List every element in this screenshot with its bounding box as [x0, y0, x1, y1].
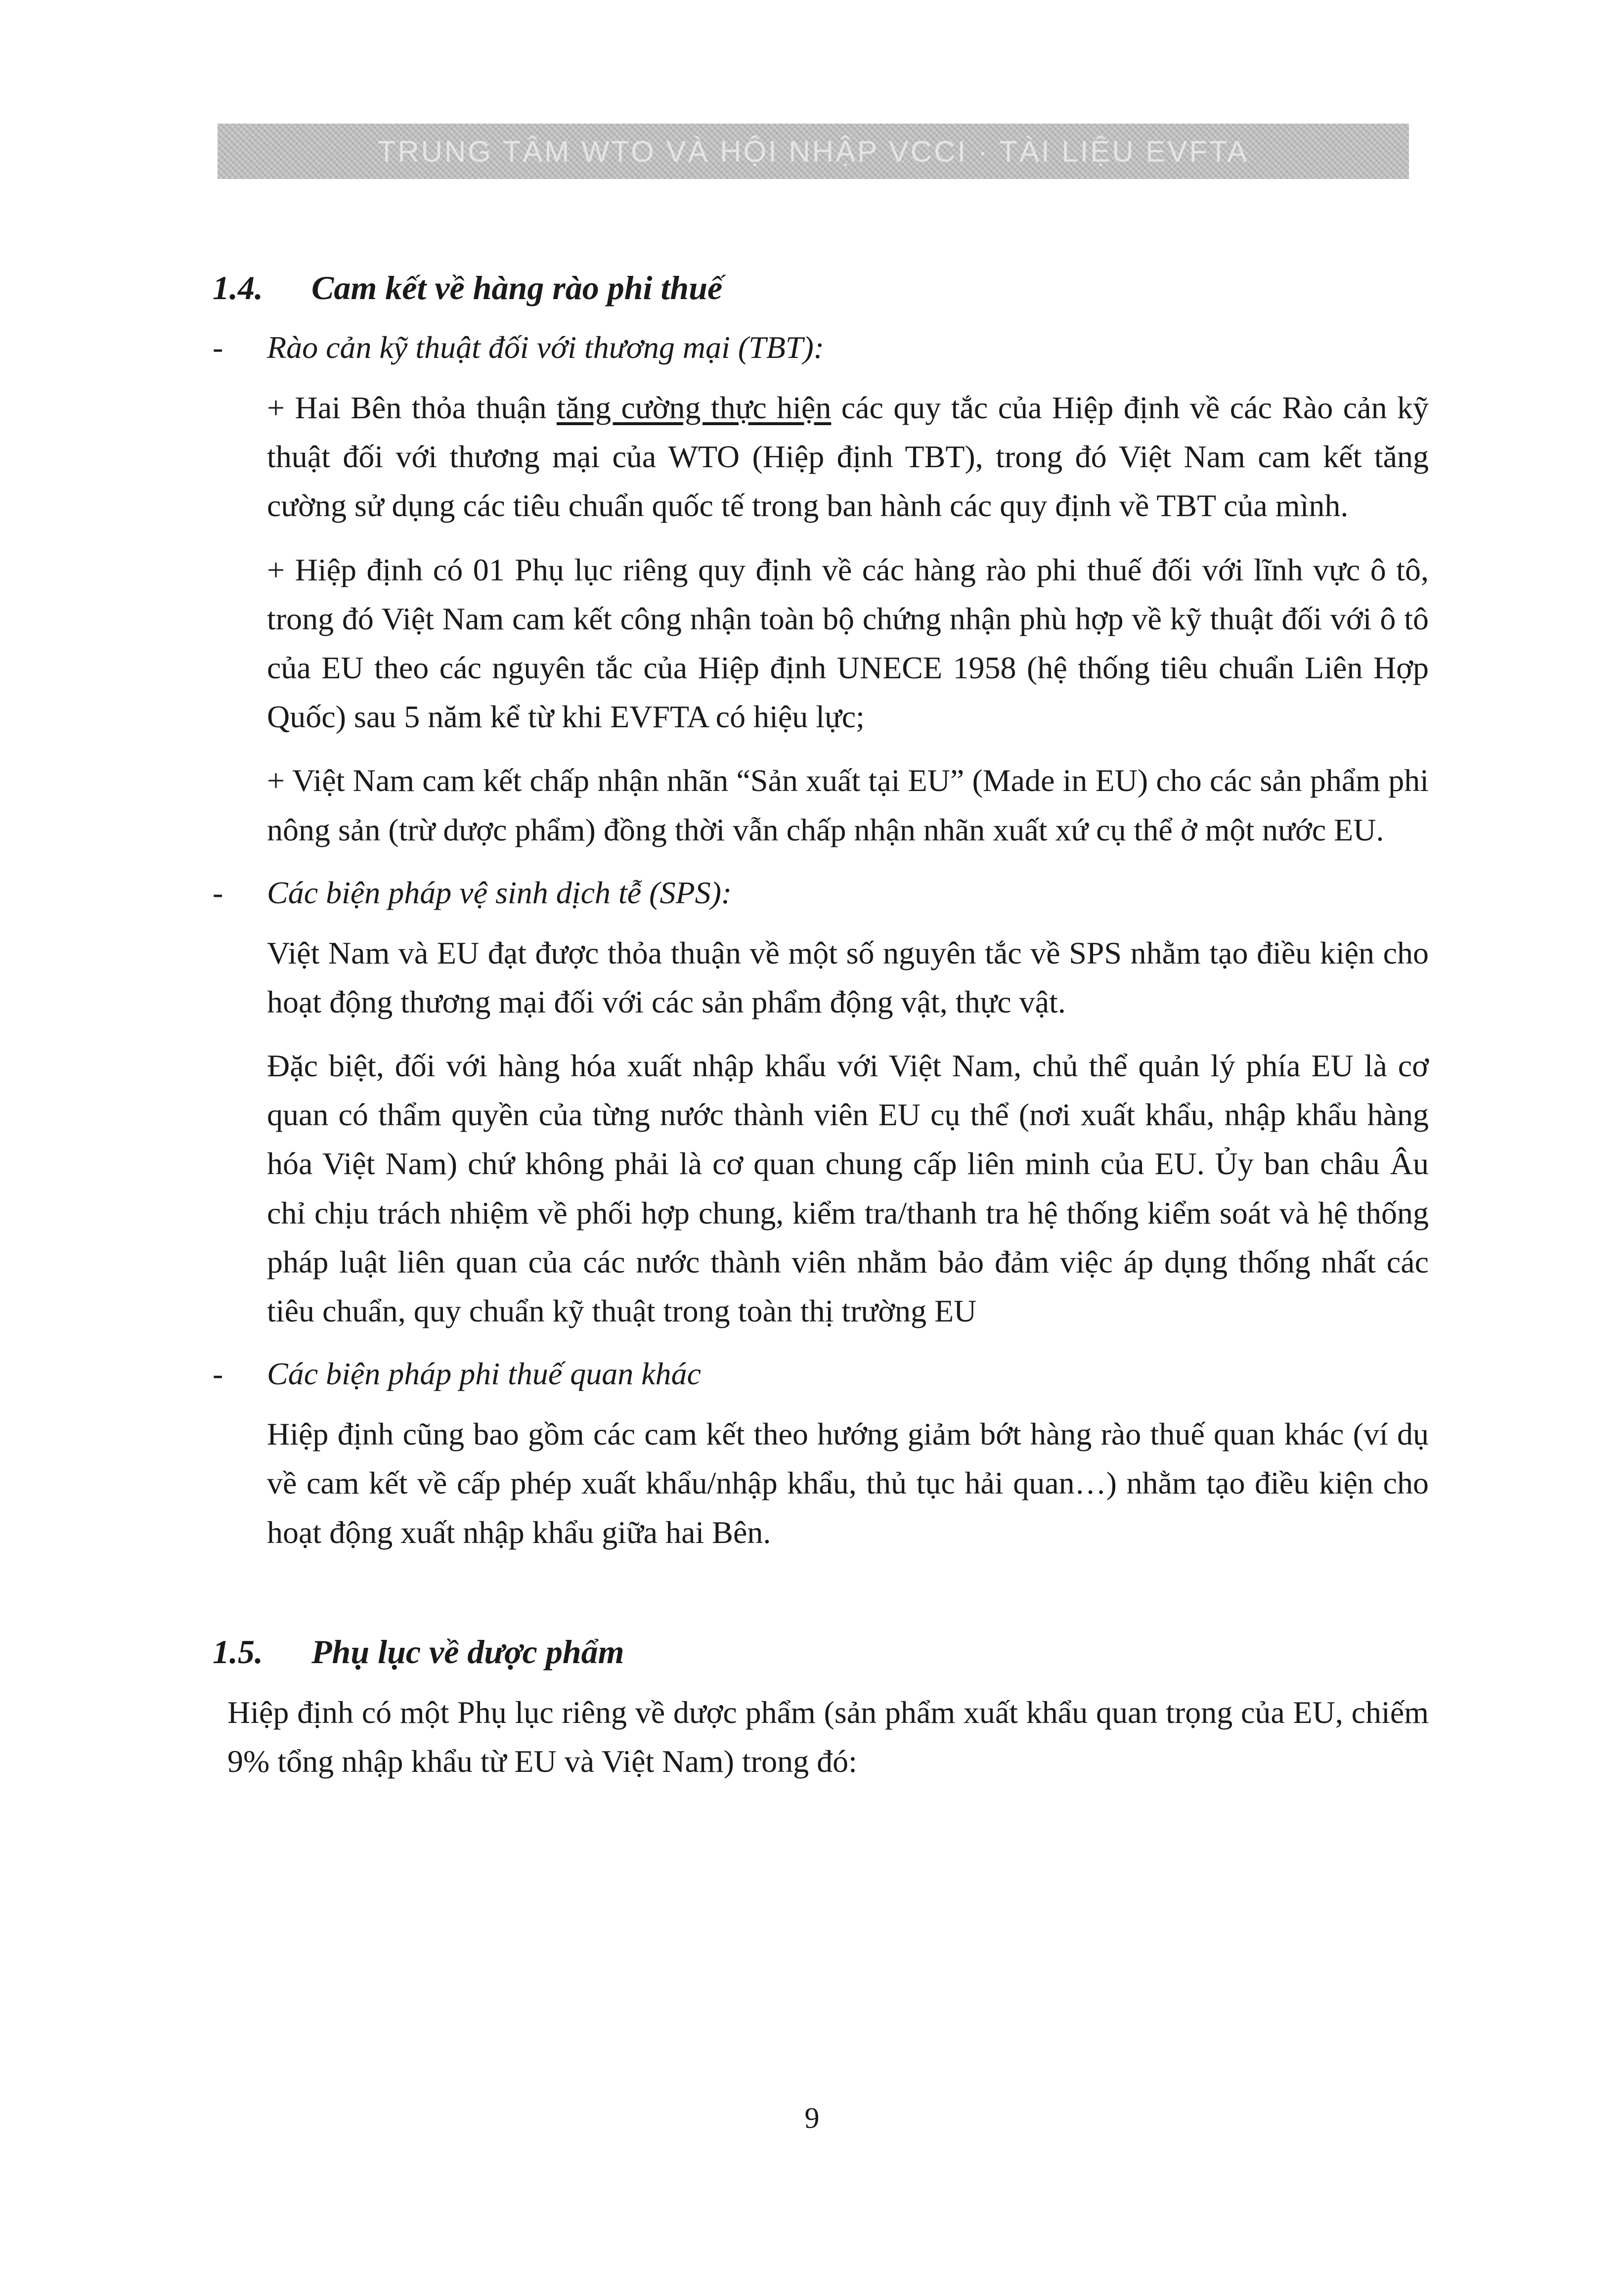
page-header-band [218, 124, 1409, 179]
subsection-sps-title [213, 869, 1429, 917]
section-heading-1-4 [213, 267, 1429, 309]
section-number: 1.5. [213, 1632, 263, 1671]
subsection-title-text: Các biện pháp vệ sinh dịch tễ (SPS): [267, 875, 732, 910]
subsection-title-text: Rào cản kỹ thuật đối với thương mại (TBT): [267, 330, 825, 365]
subsection-tbt-title [213, 324, 1429, 371]
tbt-paragraph-2: + Hiệp định có 01 Phụ lục riêng quy định về các hàng rào phi thuế đối với lĩnh vực ô tô, trong đó Việt Nam cam kết công nhận toàn bộ chứng nhận phù hợp về kỹ thuật đối với ô tô của EU theo các nguyên tắc của Hiệp định UNECE 1958 (hệ thống tiêu chuẩn Liên Hợp Quốc) sau 5 năm kể từ khi EVFTA có hiệu lực; [267, 552, 1429, 735]
other-paragraph-1: Hiệp định cũng bao gồm các cam kết theo hướng giảm bớt hàng rào thuế quan khác (ví dụ về cam kết về cấp phép xuất khẩu/nhập khẩu, thủ tục hải quan…) nhằm tạo điều kiện cho hoạt động xuất nhập khẩu giữa hai Bên. [267, 1416, 1429, 1550]
section-number: 1.4. [213, 269, 263, 307]
page-number: 9 [804, 2102, 820, 2134]
tbt-p1-before: + Hai Bên thỏa thuận [267, 390, 557, 425]
sps-paragraph-2: Đặc biệt, đối với hàng hóa xuất nhập khẩu với Việt Nam, chủ thể quản lý phía EU là cơ quan có thẩm quyền của từng nước thành viên EU cụ thể (nơi xuất khẩu, nhập khẩu hàng hóa Việt Nam) chứ không phải là cơ quan chung cấp liên minh của EU. Ủy ban châu Âu chỉ chịu trách nhiệm về phối hợp chung, kiểm tra/thanh tra hệ thống kiểm soát và hệ thống pháp luật liên quan của các nước thành viên nhằm bảo đảm việc áp dụng thống nhất các tiêu chuẩn, quy chuẩn kỹ thuật trong toàn thị trường EU [267, 1048, 1429, 1328]
page-content [213, 267, 1429, 1801]
section-gap [213, 1572, 1429, 1631]
tbt-paragraph-3: + Việt Nam cam kết chấp nhận nhãn “Sản xuất tại EU” (Made in EU) cho các sản phẩm phi nông sản (trừ dược phẩm) đồng thời vẫn chấp nhận nhãn xuất xứ cụ thể ở một nước EU. [267, 763, 1429, 847]
tbt-p1-after: các quy tắc của Hiệp định về các Rào cản kỹ thuật đối với thương mại của WTO (Hiệp định TBT), trong đó Việt Nam cam kết tăng cường sử dụng các tiêu chuẩn quốc tế trong ban hành các quy định về TBT của mình. [267, 390, 1429, 524]
page-header-text: TRUNG TÂM WTO VÀ HỘI NHẬP VCCI · TÀI LIỆU EVFTA [377, 134, 1249, 168]
section-heading-1-5 [213, 1631, 1429, 1673]
subsection-other-title [213, 1350, 1429, 1398]
subsection-title-text: Các biện pháp phi thuế quan khác [267, 1356, 702, 1392]
tbt-paragraph-1 [267, 383, 1429, 530]
sps-paragraph-1: Việt Nam và EU đạt được thỏa thuận về một số nguyên tắc về SPS nhằm tạo điều kiện cho hoạt động thương mại đối với các sản phẩm động vật, thực vật. [267, 935, 1429, 1019]
bullet-dash: - [213, 875, 223, 910]
section-title: Phụ lục về dược phẩm [311, 1632, 624, 1671]
section-title: Cam kết về hàng rào phi thuế [311, 269, 723, 307]
bullet-dash: - [213, 330, 223, 365]
bullet-dash: - [213, 1356, 223, 1392]
tbt-p1-underlined: tăng cường thực hiện [556, 390, 832, 425]
pharma-paragraph-1: Hiệp định có một Phụ lục riêng về dược phẩm (sản phẩm xuất khẩu quan trọng của EU, chiếm 9% tổng nhập khẩu từ EU và Việt Nam) trong đó: [227, 1694, 1429, 1779]
